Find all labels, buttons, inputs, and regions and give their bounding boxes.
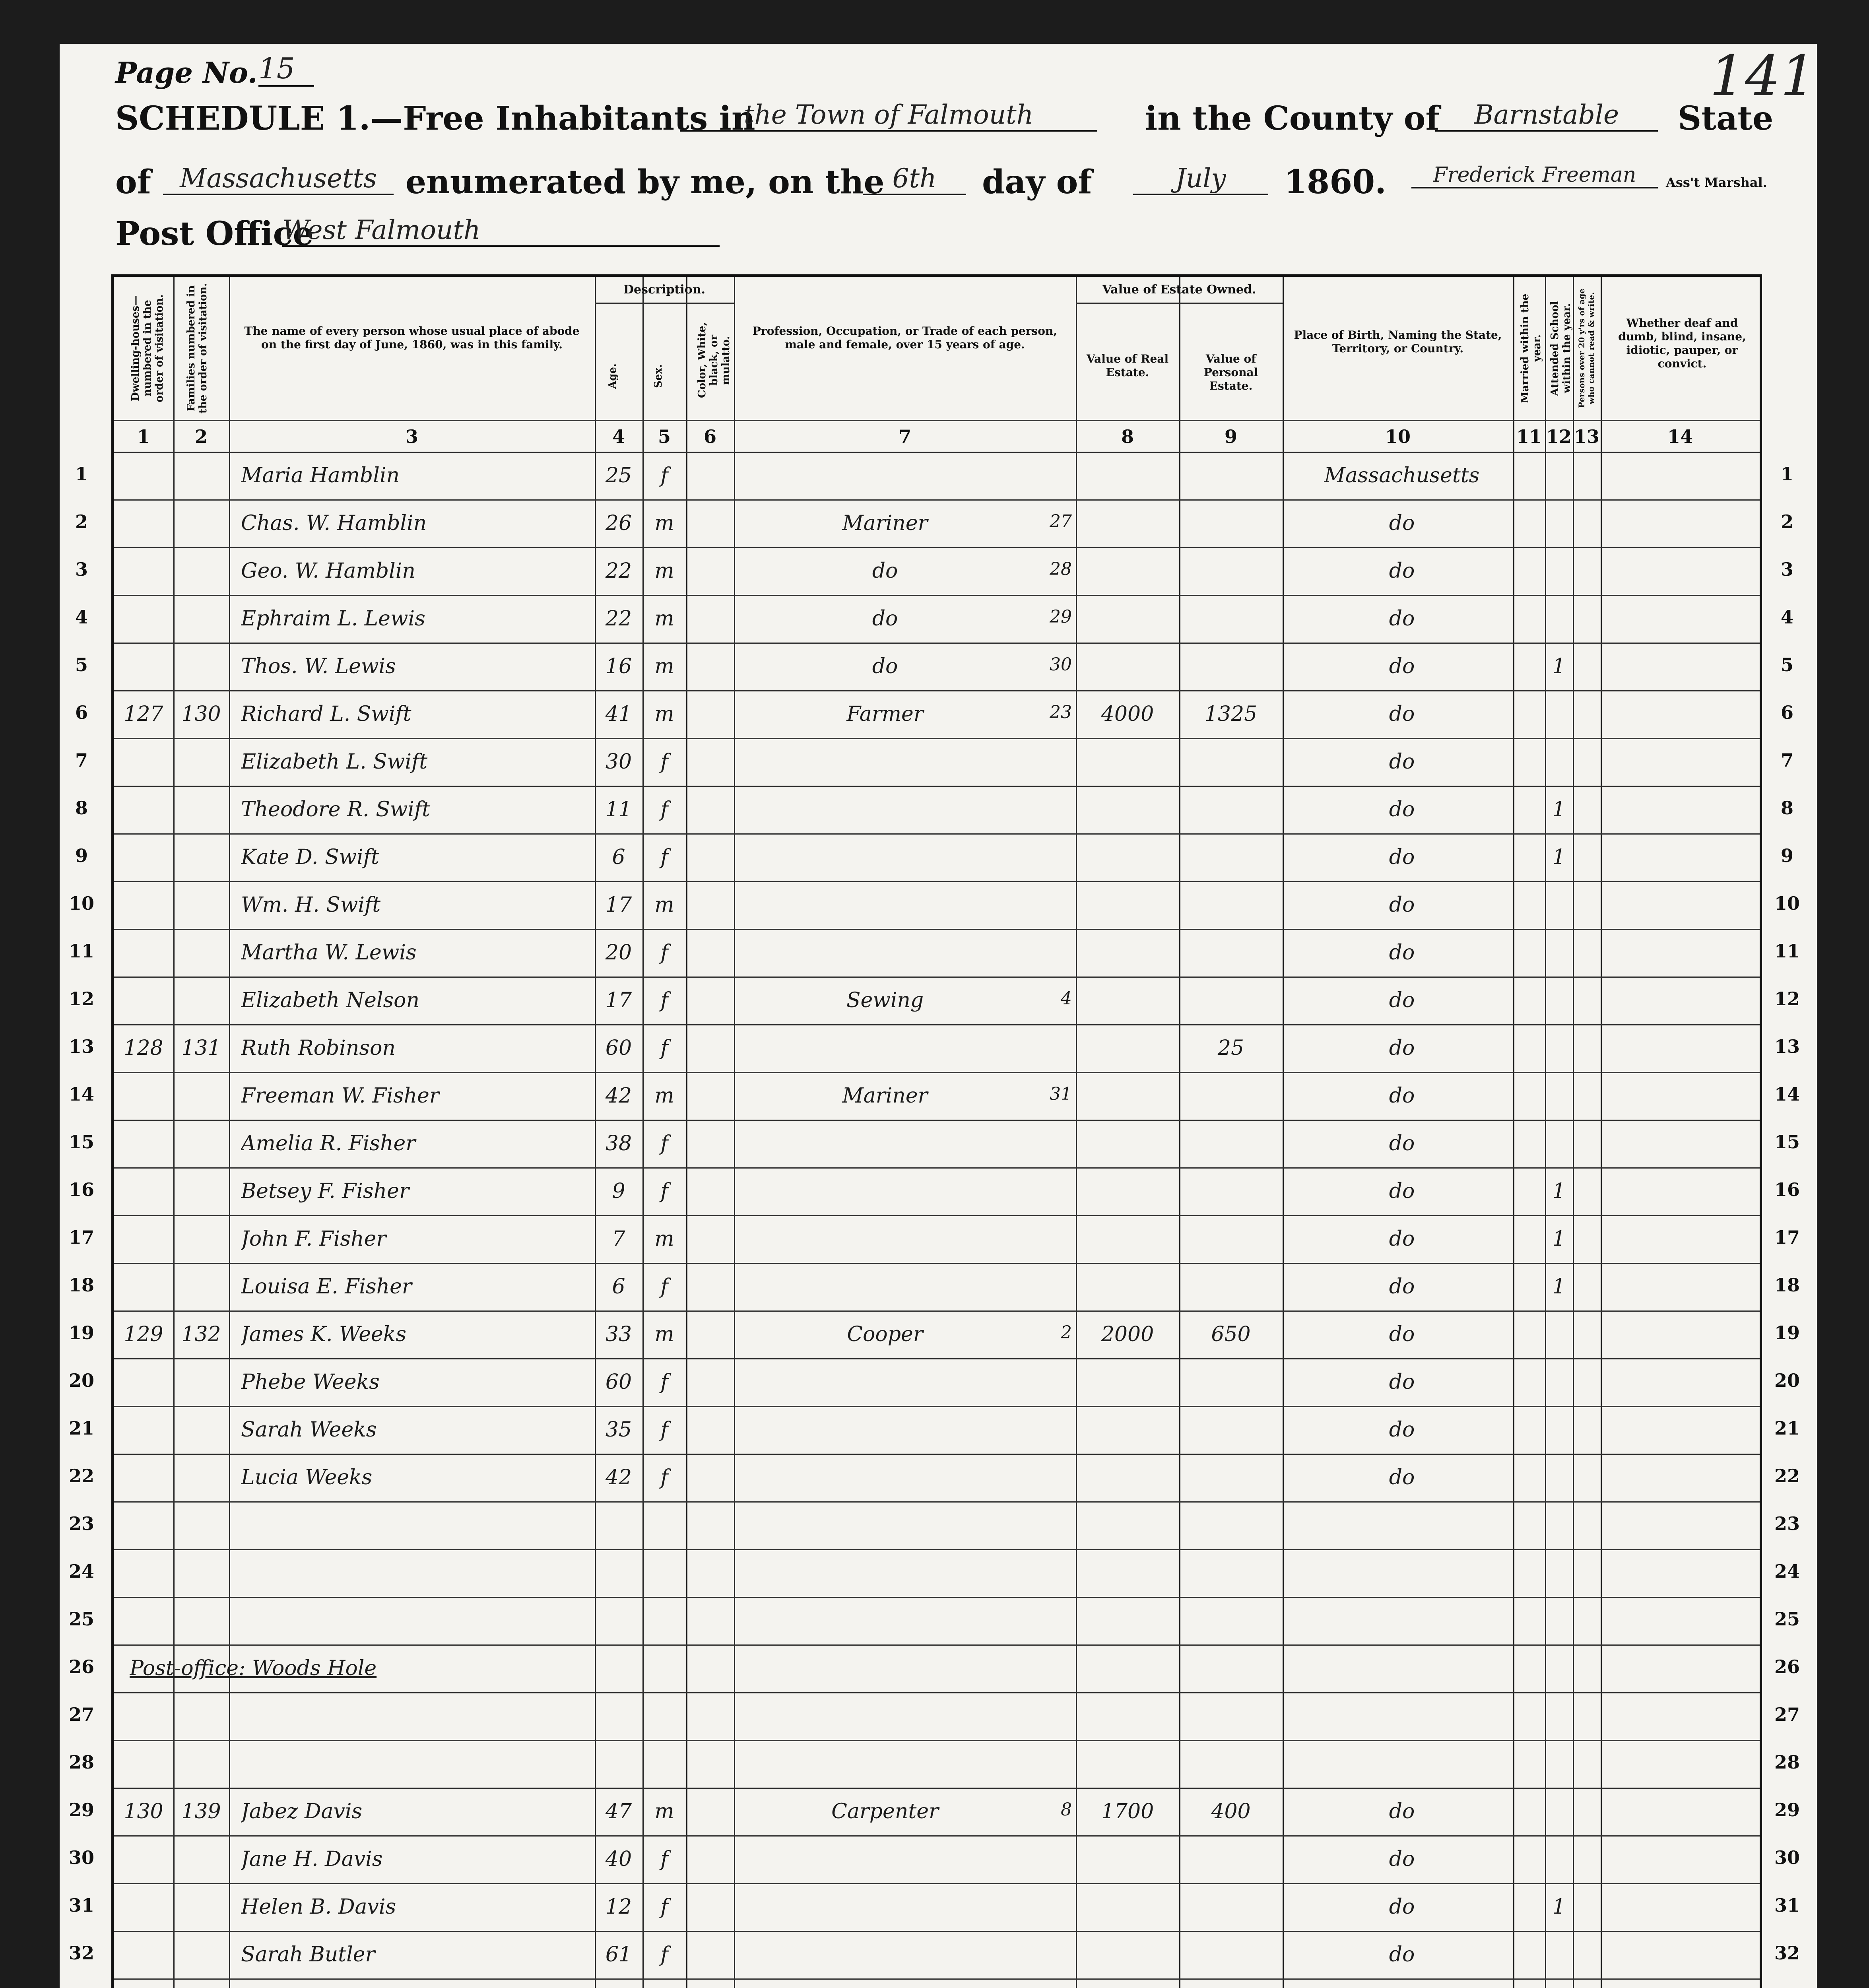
cell-occ: Mariner xyxy=(842,1084,928,1108)
cell-sex: f xyxy=(660,464,668,487)
cell-birth: do xyxy=(1389,1084,1415,1108)
row-divider xyxy=(114,1978,1760,1980)
cell-age: 7 xyxy=(612,1227,625,1251)
row-divider xyxy=(114,1692,1760,1693)
row-number-left: 22 xyxy=(68,1465,94,1487)
row-number-right: 32 xyxy=(1774,1942,1800,1964)
col-num-9: 9 xyxy=(1224,426,1237,447)
town-value: the Town of Falmouth xyxy=(680,99,1097,132)
cell-name: Ruth Robinson xyxy=(241,1036,396,1060)
row-number-right: 14 xyxy=(1774,1083,1800,1105)
row-number-left: 12 xyxy=(68,988,94,1010)
cell-age: 9 xyxy=(612,1179,625,1203)
row-number-left: 27 xyxy=(68,1704,94,1725)
marshal-value: Frederick Freeman xyxy=(1411,163,1658,188)
of-label: of xyxy=(115,163,151,201)
census-table xyxy=(111,274,1762,1988)
row-number-left: 18 xyxy=(68,1274,94,1296)
day-value: 6th xyxy=(863,163,966,195)
cell-pers: 25 xyxy=(1217,1036,1244,1060)
row-number-left: 4 xyxy=(75,606,88,628)
row-divider xyxy=(114,1263,1760,1264)
cell-name: Helen B. Davis xyxy=(241,1895,396,1919)
cell-birth: do xyxy=(1389,559,1415,583)
col-num-13: 13 xyxy=(1574,426,1599,447)
cell-birth: do xyxy=(1389,1418,1415,1442)
cell-school: 1 xyxy=(1552,798,1566,821)
row-number-left: 7 xyxy=(75,749,88,771)
cell-occ-n: 27 xyxy=(1050,511,1072,532)
row-divider xyxy=(114,595,1760,596)
cell-age: 30 xyxy=(605,750,632,774)
cell-sex: f xyxy=(660,798,668,821)
cell-pers: 400 xyxy=(1211,1800,1251,1823)
page-number-value: 15 xyxy=(258,52,314,87)
row-number-right: 31 xyxy=(1774,1895,1800,1916)
cell-name: Geo. W. Hamblin xyxy=(241,559,415,583)
col-num-7: 7 xyxy=(898,426,911,447)
cell-sex: m xyxy=(654,1227,674,1251)
col-header-color: Color, White, black, or mulatto. xyxy=(696,322,732,398)
row-divider xyxy=(114,786,1760,787)
cell-name: Elizabeth Nelson xyxy=(241,988,419,1012)
cell-birth: do xyxy=(1389,607,1415,631)
cell-dw: 130 xyxy=(124,1800,163,1823)
description-group-header: Description. xyxy=(623,283,705,297)
page-number-label: Page No. xyxy=(115,56,258,89)
cell-occ-n: 23 xyxy=(1050,702,1072,722)
row-divider xyxy=(114,738,1760,739)
row-number-left: 23 xyxy=(68,1513,94,1534)
row-number-left: 21 xyxy=(68,1417,94,1439)
cell-age: 61 xyxy=(605,1943,632,1967)
col-header-age: Age. xyxy=(607,363,619,389)
cell-fam: 130 xyxy=(181,702,221,726)
census-sheet xyxy=(60,44,1817,1988)
cell-age: 12 xyxy=(605,1895,632,1919)
cell-sex: m xyxy=(654,511,674,535)
row-divider xyxy=(114,1120,1760,1121)
row-number-right: 23 xyxy=(1774,1513,1800,1534)
cell-name: Post-office: Woods Hole xyxy=(130,1656,377,1680)
cell-age: 11 xyxy=(605,798,632,821)
cell-age: 33 xyxy=(605,1322,632,1346)
post-office-label: Post Office xyxy=(115,215,314,253)
row-divider xyxy=(114,1358,1760,1359)
cell-name: Sarah Weeks xyxy=(241,1418,377,1442)
cell-birth: Massachusetts xyxy=(1324,464,1480,487)
day-of-label: day of xyxy=(982,163,1092,201)
cell-school: 1 xyxy=(1552,845,1566,869)
row-number-left: 10 xyxy=(68,893,94,914)
state-label: State xyxy=(1678,99,1774,138)
cell-age: 17 xyxy=(605,893,632,917)
col-header-family: Families numbered in the order of visitation. xyxy=(185,283,209,414)
cell-birth: do xyxy=(1389,988,1415,1012)
county-label: in the County of xyxy=(1145,99,1440,138)
row-number-right: 30 xyxy=(1774,1847,1800,1868)
cell-age: 35 xyxy=(605,1418,632,1442)
row-divider xyxy=(114,1215,1760,1216)
row-number-right: 5 xyxy=(1780,654,1793,676)
cell-name: Richard L. Swift xyxy=(241,702,411,726)
row-number-right: 11 xyxy=(1774,940,1800,962)
cell-dw: 128 xyxy=(124,1036,163,1060)
cell-sex: f xyxy=(660,1943,668,1967)
cell-sex: f xyxy=(660,1895,668,1919)
cell-birth: do xyxy=(1389,1943,1415,1967)
cell-name: Amelia R. Fisher xyxy=(241,1132,416,1155)
cell-school: 1 xyxy=(1552,1895,1566,1919)
row-divider xyxy=(114,547,1760,548)
cell-sex: m xyxy=(654,559,674,583)
cell-name: James K. Weeks xyxy=(241,1322,406,1346)
col-header-name: The name of every person whose usual place of abode on the first day of June, 1860, was in this family. xyxy=(244,324,580,351)
cell-occ: Cooper xyxy=(847,1322,923,1346)
row-number-left: 20 xyxy=(68,1370,94,1391)
row-number-right: 17 xyxy=(1774,1227,1800,1248)
col-num-4: 4 xyxy=(612,426,625,447)
row-number-right: 18 xyxy=(1774,1274,1800,1296)
cell-fam: 132 xyxy=(181,1322,221,1346)
row-number-right: 25 xyxy=(1774,1608,1800,1630)
row-number-left: 15 xyxy=(68,1131,94,1153)
cell-age: 38 xyxy=(605,1132,632,1155)
cell-birth: do xyxy=(1389,1370,1415,1394)
cell-occ: Farmer xyxy=(846,702,924,726)
cell-birth: do xyxy=(1389,1227,1415,1251)
cell-sex: m xyxy=(654,893,674,917)
col-header-occupation: Profession, Occupation, or Trade of each person, male and female, over 15 years of age. xyxy=(753,324,1057,351)
cell-birth: do xyxy=(1389,1895,1415,1919)
cell-occ-n: 8 xyxy=(1061,1800,1072,1820)
cell-birth: do xyxy=(1389,511,1415,535)
cell-school: 1 xyxy=(1552,1179,1566,1203)
col-header-dwelling: Dwelling-houses—numbered in the order of visitation. xyxy=(130,294,165,402)
row-number-left: 26 xyxy=(68,1656,94,1677)
row-divider xyxy=(114,1024,1760,1025)
value-estate-group-header: Value of Estate Owned. xyxy=(1102,283,1256,297)
cell-sex: f xyxy=(660,1036,668,1060)
cell-birth: do xyxy=(1389,702,1415,726)
row-number-right: 10 xyxy=(1774,893,1800,914)
col-header-personal-estate: Value of Personal Estate. xyxy=(1203,352,1258,392)
cell-name: Kate D. Swift xyxy=(241,845,379,869)
row-number-right: 9 xyxy=(1780,845,1793,866)
col-num-1: 1 xyxy=(137,426,150,447)
cell-sex: f xyxy=(660,1466,668,1489)
row-number-left: 3 xyxy=(75,559,88,580)
cell-sex: f xyxy=(660,941,668,965)
cell-birth: do xyxy=(1389,750,1415,774)
row-divider xyxy=(114,1597,1760,1598)
cell-sex: m xyxy=(654,1800,674,1823)
cell-occ-n: 2 xyxy=(1061,1322,1072,1343)
cell-name: Sarah Butler xyxy=(241,1943,375,1967)
cell-birth: do xyxy=(1389,941,1415,965)
marshal-label: Ass't Marshal. xyxy=(1666,175,1767,190)
cell-occ: do xyxy=(872,607,898,631)
cell-age: 22 xyxy=(605,607,632,631)
row-divider xyxy=(114,1740,1760,1741)
row-divider xyxy=(114,1931,1760,1932)
row-divider xyxy=(114,1501,1760,1503)
cell-age: 6 xyxy=(612,845,625,869)
cell-name: Lucia Weeks xyxy=(241,1466,373,1489)
row-number-right: 15 xyxy=(1774,1131,1800,1153)
row-number-left: 16 xyxy=(68,1179,94,1200)
cell-sex: f xyxy=(660,1275,668,1299)
row-number-right: 8 xyxy=(1780,797,1793,819)
cell-occ: do xyxy=(872,654,898,678)
cell-occ: Carpenter xyxy=(831,1800,939,1823)
col-header-birthplace: Place of Birth, Naming the State, Territory, or Country. xyxy=(1294,328,1502,355)
cell-name: Maria Hamblin xyxy=(241,464,400,487)
col-num-2: 2 xyxy=(194,426,208,447)
cell-sex: f xyxy=(660,845,668,869)
cell-birth: do xyxy=(1389,1800,1415,1823)
cell-name: Ephraim L. Lewis xyxy=(241,607,425,631)
cell-age: 47 xyxy=(605,1800,632,1823)
cell-age: 42 xyxy=(605,1466,632,1489)
cell-birth: do xyxy=(1389,893,1415,917)
cell-pers: 650 xyxy=(1211,1322,1251,1346)
row-number-left: 24 xyxy=(68,1561,94,1582)
col-num-14: 14 xyxy=(1667,426,1693,447)
row-number-right: 21 xyxy=(1774,1417,1800,1439)
cell-age: 25 xyxy=(605,464,632,487)
cell-school: 1 xyxy=(1552,1275,1566,1299)
enumerated-label: enumerated by me, on the xyxy=(406,163,885,201)
cell-age: 60 xyxy=(605,1036,632,1060)
cell-name: Betsey F. Fisher xyxy=(241,1179,409,1203)
cell-name: Phebe Weeks xyxy=(241,1370,380,1394)
row-number-right: 3 xyxy=(1780,559,1793,580)
cell-occ-n: 29 xyxy=(1050,607,1072,627)
row-number-right: 24 xyxy=(1774,1561,1800,1582)
row-number-right: 2 xyxy=(1780,511,1793,532)
cell-birth: do xyxy=(1389,1847,1415,1871)
state-value: Massachusetts xyxy=(163,163,394,195)
row-divider xyxy=(114,1644,1760,1646)
row-number-right: 19 xyxy=(1774,1322,1800,1343)
row-divider xyxy=(114,690,1760,691)
row-divider xyxy=(114,1835,1760,1837)
cell-sex: m xyxy=(654,607,674,631)
cell-occ-n: 31 xyxy=(1050,1084,1072,1104)
row-number-left: 1 xyxy=(75,463,88,485)
cell-birth: do xyxy=(1389,1132,1415,1155)
cell-age: 26 xyxy=(605,511,632,535)
col-header-illiterate: Persons over 20 y'rs of age who cannot read & write. xyxy=(1577,288,1596,408)
cell-sex: f xyxy=(660,1370,668,1394)
row-number-left: 28 xyxy=(68,1751,94,1773)
row-number-left: 30 xyxy=(68,1847,94,1868)
cell-fam: 131 xyxy=(181,1036,221,1060)
cell-age: 60 xyxy=(605,1370,632,1394)
cell-age: 22 xyxy=(605,559,632,583)
cell-name: Jabez Davis xyxy=(241,1800,363,1823)
cell-name: John F. Fisher xyxy=(241,1227,386,1251)
row-divider xyxy=(114,643,1760,644)
cell-sex: f xyxy=(660,1179,668,1203)
post-office-value: West Falmouth xyxy=(282,215,720,247)
cell-fam: 139 xyxy=(181,1800,221,1823)
cell-birth: do xyxy=(1389,1275,1415,1299)
col-num-5: 5 xyxy=(658,426,671,447)
cell-name: Wm. H. Swift xyxy=(241,893,381,917)
cell-age: 17 xyxy=(605,988,632,1012)
cell-sex: m xyxy=(654,1322,674,1346)
row-number-right: 6 xyxy=(1780,702,1793,723)
row-number-right: 12 xyxy=(1774,988,1800,1010)
cell-birth: do xyxy=(1389,845,1415,869)
row-number-left: 29 xyxy=(68,1799,94,1821)
row-divider xyxy=(114,1549,1760,1550)
schedule-title: SCHEDULE 1.—Free Inhabitants in xyxy=(115,99,755,138)
row-number-left: 19 xyxy=(68,1322,94,1343)
row-divider xyxy=(114,499,1760,501)
row-divider xyxy=(114,881,1760,882)
col-num-6: 6 xyxy=(703,426,716,447)
cell-dw: 129 xyxy=(124,1322,163,1346)
cell-age: 6 xyxy=(612,1275,625,1299)
row-divider xyxy=(114,1406,1760,1407)
row-number-right: 26 xyxy=(1774,1656,1800,1677)
cell-birth: do xyxy=(1389,1036,1415,1060)
cell-name: Elizabeth L. Swift xyxy=(241,750,428,774)
row-divider xyxy=(114,1310,1760,1312)
row-number-left: 31 xyxy=(68,1895,94,1916)
cell-birth: do xyxy=(1389,654,1415,678)
cell-age: 40 xyxy=(605,1847,632,1871)
col-num-10: 10 xyxy=(1385,426,1411,447)
cell-name: Jane H. Davis xyxy=(241,1847,383,1871)
cell-name: Martha W. Lewis xyxy=(241,941,417,965)
cell-name: Thos. W. Lewis xyxy=(241,654,396,678)
cell-school: 1 xyxy=(1552,1227,1566,1251)
cell-occ: Mariner xyxy=(842,511,928,535)
cell-birth: do xyxy=(1389,1466,1415,1489)
cell-sex: f xyxy=(660,1132,668,1155)
cell-age: 41 xyxy=(605,702,632,726)
row-number-left: 6 xyxy=(75,702,88,723)
cell-birth: do xyxy=(1389,1322,1415,1346)
row-number-left: 2 xyxy=(75,511,88,532)
cell-occ: Sewing xyxy=(846,988,924,1012)
cell-birth: do xyxy=(1389,1179,1415,1203)
cell-sex: f xyxy=(660,988,668,1012)
row-number-right: 16 xyxy=(1774,1179,1800,1200)
cell-real: 4000 xyxy=(1101,702,1154,726)
sheet-number: 141 xyxy=(1710,44,1816,109)
cell-occ: do xyxy=(872,559,898,583)
cell-school: 1 xyxy=(1552,654,1566,678)
col-header-sex: Sex. xyxy=(652,364,664,388)
row-divider xyxy=(114,1454,1760,1455)
cell-birth: do xyxy=(1389,798,1415,821)
cell-name: Theodore R. Swift xyxy=(241,798,431,821)
cell-pers: 1325 xyxy=(1204,702,1258,726)
county-value: Barnstable xyxy=(1435,99,1658,132)
row-number-right: 22 xyxy=(1774,1465,1800,1487)
col-header-condition: Whether deaf and dumb, blind, insane, idiotic, pauper, or convict. xyxy=(1618,316,1746,370)
col-header-real-estate: Value of Real Estate. xyxy=(1086,352,1169,379)
cell-name: Freeman W. Fisher xyxy=(241,1084,439,1108)
cell-occ-n: 28 xyxy=(1050,559,1072,579)
month-value: July xyxy=(1133,163,1268,195)
row-divider xyxy=(114,977,1760,978)
cell-dw: 127 xyxy=(124,702,163,726)
cell-occ-n: 30 xyxy=(1050,654,1072,675)
row-number-right: 1 xyxy=(1780,463,1793,485)
row-number-left: 14 xyxy=(68,1083,94,1105)
col-num-8: 8 xyxy=(1121,426,1134,447)
cell-real: 1700 xyxy=(1101,1800,1154,1823)
row-divider xyxy=(114,1788,1760,1789)
cell-sex: m xyxy=(654,1084,674,1108)
cell-sex: f xyxy=(660,1847,668,1871)
row-number-left: 5 xyxy=(75,654,88,676)
col-header-school: Attended School within the year. xyxy=(1549,301,1573,396)
cell-sex: m xyxy=(654,654,674,678)
cell-real: 2000 xyxy=(1101,1322,1154,1346)
col-num-3: 3 xyxy=(405,426,418,447)
col-header-married: Married within the year. xyxy=(1519,293,1543,403)
row-number-right: 28 xyxy=(1774,1751,1800,1773)
year-label: 1860. xyxy=(1284,163,1386,201)
row-number-right: 20 xyxy=(1774,1370,1800,1391)
row-divider xyxy=(114,1883,1760,1884)
row-divider xyxy=(114,1167,1760,1169)
cell-age: 42 xyxy=(605,1084,632,1108)
col-num-11: 11 xyxy=(1516,426,1542,447)
row-number-left: 25 xyxy=(68,1608,94,1630)
row-number-right: 27 xyxy=(1774,1704,1800,1725)
row-divider xyxy=(114,833,1760,835)
cell-age: 20 xyxy=(605,941,632,965)
row-number-left: 32 xyxy=(68,1942,94,1964)
row-number-left: 13 xyxy=(68,1036,94,1057)
row-number-left: 8 xyxy=(75,797,88,819)
cell-age: 16 xyxy=(605,654,632,678)
cell-name: Chas. W. Hamblin xyxy=(241,511,427,535)
cell-name: Louisa E. Fisher xyxy=(241,1275,412,1299)
row-number-right: 29 xyxy=(1774,1799,1800,1821)
row-divider xyxy=(114,929,1760,930)
row-number-left: 9 xyxy=(75,845,88,866)
row-number-right: 7 xyxy=(1780,749,1793,771)
cell-sex: m xyxy=(654,702,674,726)
cell-sex: f xyxy=(660,1418,668,1442)
col-num-12: 12 xyxy=(1546,426,1572,447)
row-number-right: 4 xyxy=(1780,606,1793,628)
row-number-left: 11 xyxy=(68,940,94,962)
row-number-left: 17 xyxy=(68,1227,94,1248)
cell-occ-n: 4 xyxy=(1061,988,1072,1009)
cell-sex: f xyxy=(660,750,668,774)
row-divider xyxy=(114,1072,1760,1073)
row-number-right: 13 xyxy=(1774,1036,1800,1057)
